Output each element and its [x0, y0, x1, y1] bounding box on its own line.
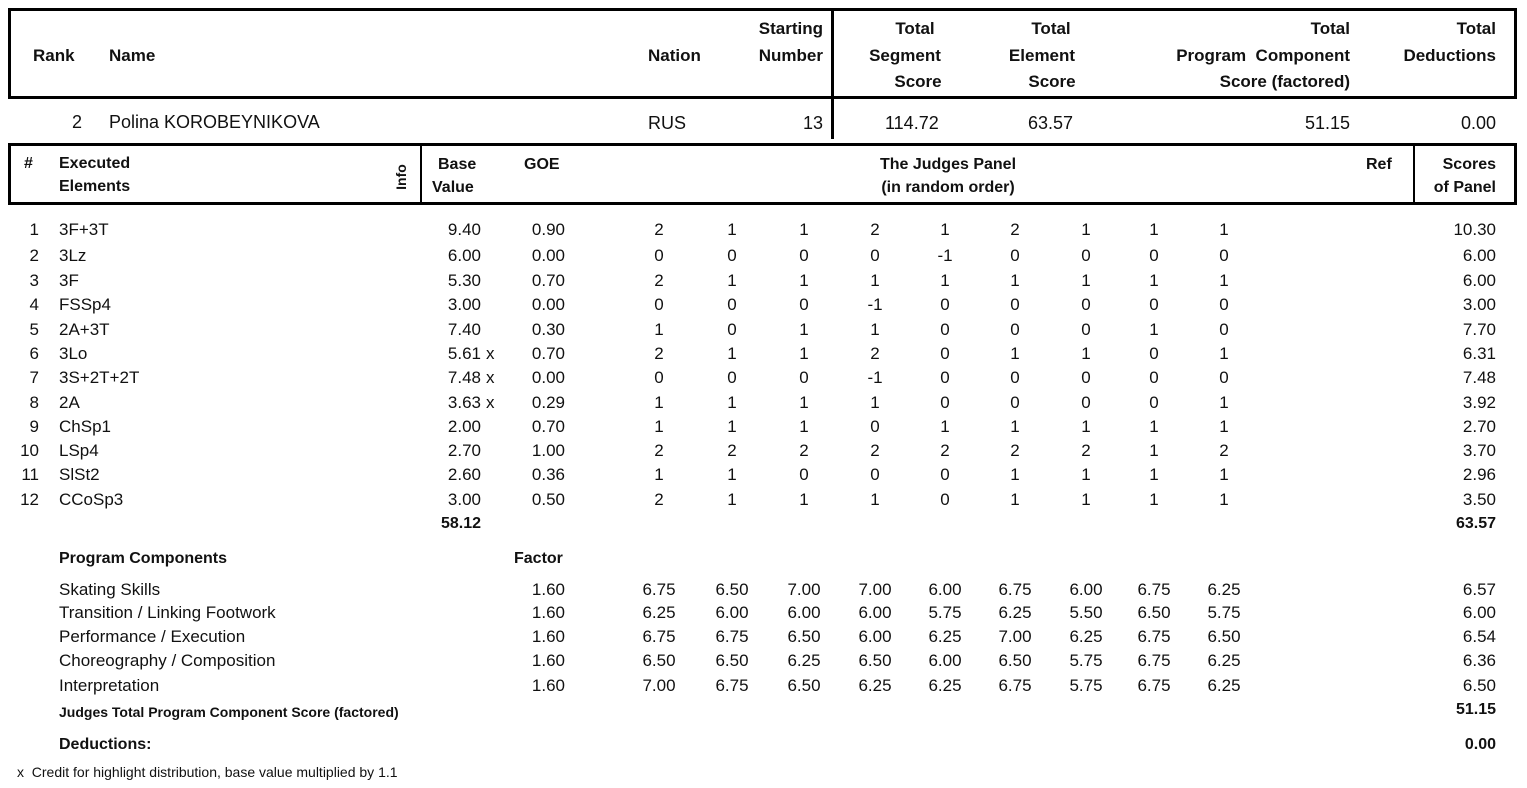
component-judge-score: 6.25 [858, 676, 892, 695]
component-judge-score: 6.75 [1137, 676, 1171, 695]
element-base: 5.30 [447, 271, 481, 290]
element-judge-score: 0 [940, 393, 950, 412]
element-judge-score: 1 [940, 417, 950, 436]
component-panel-score: 6.36 [1462, 651, 1496, 670]
pcs-total-label: Judges Total Program Component Score (factored) [59, 704, 399, 720]
component-judge-score: 6.50 [1207, 627, 1241, 646]
scores-label-1: Scores [1442, 156, 1496, 173]
element-goe: 0.90 [531, 220, 565, 239]
info-label: Info [392, 164, 409, 190]
element-goe: 0.00 [531, 246, 565, 265]
component-judge-score: 6.25 [1207, 651, 1241, 670]
component-judge-score: 6.75 [642, 580, 676, 599]
element-judge-score: 2 [870, 441, 880, 460]
element-judge-score: 1 [1219, 344, 1229, 363]
element-judge-score: 1 [727, 220, 737, 239]
element-judge-score: 0 [727, 320, 737, 339]
element-judge-score: 0 [940, 295, 950, 314]
element-judge-score: 0 [940, 368, 950, 387]
tes-label-2: Element [1008, 46, 1076, 65]
element-judge-score: 1 [1010, 344, 1020, 363]
element-judge-score: 1 [654, 393, 664, 412]
element-judge-score: 1 [1149, 220, 1159, 239]
component-judge-score: 5.75 [928, 603, 962, 622]
element-name: LSp4 [59, 441, 99, 460]
element-judge-score: 1 [727, 271, 737, 290]
element-judge-score: 1 [727, 393, 737, 412]
element-base: 3.63 [447, 393, 481, 412]
component-judge-score: 6.50 [715, 651, 749, 670]
pcs-label-1: Total [1310, 19, 1350, 38]
component-judge-score: 6.25 [642, 603, 676, 622]
element-judge-score: 0 [1010, 393, 1020, 412]
element-judge-score: 0 [1149, 246, 1159, 265]
element-name: 3Lz [59, 246, 87, 265]
element-name: 3Lo [59, 344, 88, 363]
element-judge-score: 1 [654, 465, 664, 484]
element-judge-score: 0 [1149, 344, 1159, 363]
element-judge-score: 1 [1149, 417, 1159, 436]
component-name: Transition / Linking Footwork [59, 603, 276, 622]
element-judge-score: 1 [727, 344, 737, 363]
element-judge-score: 0 [1010, 320, 1020, 339]
ded-label-2: Deductions [1403, 46, 1496, 65]
element-judge-score: 1 [799, 490, 809, 509]
component-judge-score: 6.25 [787, 651, 821, 670]
element-judge-score: 2 [654, 344, 664, 363]
element-judge-score: 1 [727, 417, 737, 436]
component-judge-score: 5.75 [1069, 676, 1103, 695]
scores-label-2: of Panel [1433, 179, 1496, 196]
element-goe: 0.30 [531, 320, 565, 339]
component-panel-score: 6.57 [1462, 580, 1496, 599]
element-num: 8 [29, 393, 39, 412]
pcs-label-3: Score (factored) [1219, 72, 1350, 91]
element-base: 3.00 [447, 295, 481, 314]
element-judge-score: 1 [1149, 271, 1159, 290]
element-judge-score: 1 [940, 220, 950, 239]
element-judge-score: 1 [1219, 417, 1229, 436]
element-judge-score: 2 [1081, 441, 1091, 460]
element-panel-score: 7.70 [1462, 320, 1496, 339]
element-judge-score: 1 [1010, 417, 1020, 436]
element-goe: 1.00 [531, 441, 565, 460]
element-judge-score: 0 [1149, 368, 1159, 387]
element-panel-score: 10.30 [1453, 220, 1496, 239]
element-judge-score: 1 [727, 465, 737, 484]
skater-starting-number: 13 [802, 113, 823, 133]
component-name: Choreography / Composition [59, 651, 276, 670]
component-judge-score: 6.25 [1069, 627, 1103, 646]
element-x-mark: x [486, 393, 495, 412]
element-judge-score: 1 [940, 271, 950, 290]
element-judge-score: 0 [1219, 246, 1229, 265]
elements-header-bottom [8, 202, 1517, 205]
element-judge-score: 2 [727, 441, 737, 460]
component-judge-score: 7.00 [858, 580, 892, 599]
element-judge-score: 0 [1010, 368, 1020, 387]
element-judge-score: 1 [654, 320, 664, 339]
element-judge-score: 1 [1219, 465, 1229, 484]
element-judge-score: 1 [799, 271, 809, 290]
element-judge-score: 0 [940, 320, 950, 339]
element-judge-score: 0 [870, 417, 880, 436]
component-judge-score: 6.00 [787, 603, 821, 622]
element-judge-score: 1 [1219, 271, 1229, 290]
element-num: 5 [29, 320, 39, 339]
element-name: 3S+2T+2T [59, 368, 140, 387]
component-judge-score: 6.50 [642, 651, 676, 670]
component-factor: 1.60 [531, 676, 565, 695]
executed-label-1: Executed [59, 155, 131, 172]
element-judge-score: 0 [1010, 295, 1020, 314]
element-goe: 0.29 [531, 393, 565, 412]
element-panel-score: 2.96 [1462, 465, 1496, 484]
element-name: CCoSp3 [59, 490, 124, 509]
component-judge-score: 5.50 [1069, 603, 1103, 622]
element-judge-score: 1 [1081, 417, 1091, 436]
header-bottom-border [8, 96, 1517, 99]
elements-header-right [1514, 143, 1517, 205]
element-name: ChSp1 [59, 417, 111, 436]
element-base: 5.61 [447, 344, 481, 363]
element-base: 2.60 [447, 465, 481, 484]
skater-tss: 114.72 [885, 113, 939, 133]
component-judge-score: 7.00 [642, 676, 676, 695]
element-base: 2.00 [447, 417, 481, 436]
element-judge-score: 0 [870, 246, 880, 265]
component-name: Performance / Execution [59, 627, 246, 646]
element-judge-score: 0 [654, 368, 664, 387]
component-judge-score: 6.75 [1137, 580, 1171, 599]
element-num: 10 [20, 441, 39, 460]
header-left-border [8, 8, 11, 99]
element-judge-score: 1 [870, 320, 880, 339]
element-judge-score: 2 [870, 344, 880, 363]
element-x-mark: x [486, 368, 495, 387]
element-judge-score: 2 [940, 441, 950, 460]
starting-label-1: Starting [758, 19, 823, 38]
elements-header-top [8, 143, 1517, 146]
component-factor: 1.60 [531, 603, 565, 622]
element-judge-score: 0 [727, 295, 737, 314]
component-judge-score: 6.00 [1069, 580, 1103, 599]
component-judge-score: 6.50 [715, 580, 749, 599]
element-judge-score: 1 [870, 271, 880, 290]
element-panel-score: 2.70 [1462, 417, 1496, 436]
element-judge-score: 2 [654, 441, 664, 460]
executed-label-2: Elements [59, 178, 131, 195]
component-judge-score: 6.75 [1137, 651, 1171, 670]
element-judge-score: 0 [940, 465, 950, 484]
judges-panel-label-1: The Judges Panel [879, 156, 1017, 173]
element-judge-score: 2 [654, 271, 664, 290]
skater-pcs: 51.15 [1304, 113, 1350, 133]
element-goe: 0.36 [531, 465, 565, 484]
component-judge-score: 6.75 [998, 676, 1032, 695]
element-judge-score: 0 [1081, 368, 1091, 387]
ded-label-1: Total [1456, 19, 1496, 38]
element-judge-score: 1 [870, 490, 880, 509]
factor-label: Factor [514, 550, 563, 567]
element-num: 7 [29, 368, 39, 387]
element-judge-score: 1 [799, 344, 809, 363]
skater-rank: 2 [71, 112, 82, 132]
element-judge-score: 2 [1010, 220, 1020, 239]
scores-divider [1413, 143, 1415, 205]
element-num: 2 [29, 246, 39, 265]
element-goe: 0.00 [531, 368, 565, 387]
elements-total: 63.57 [1455, 515, 1496, 532]
element-judge-score: 1 [1010, 271, 1020, 290]
elements-num-label: # [24, 155, 33, 172]
element-name: 2A+3T [59, 320, 110, 339]
component-judge-score: 7.00 [998, 627, 1032, 646]
element-judge-score: 0 [799, 465, 809, 484]
component-judge-score: 6.00 [858, 603, 892, 622]
component-judge-score: 6.00 [928, 651, 962, 670]
base-label-2: Value [432, 179, 474, 196]
element-judge-score: 1 [799, 393, 809, 412]
element-judge-score: 1 [1081, 220, 1091, 239]
component-judge-score: 6.50 [787, 627, 821, 646]
element-num: 4 [29, 295, 39, 314]
element-base: 6.00 [447, 246, 481, 265]
element-base: 3.00 [447, 490, 481, 509]
judges-panel-label-2: (in random order) [881, 179, 1015, 196]
component-judge-score: 6.25 [998, 603, 1032, 622]
element-judge-score: 2 [1010, 441, 1020, 460]
element-judge-score: 0 [799, 295, 809, 314]
element-judge-score: 2 [654, 220, 664, 239]
element-judge-score: 0 [1081, 320, 1091, 339]
starting-label-2: Number [758, 46, 823, 65]
component-judge-score: 6.75 [715, 627, 749, 646]
ref-label: Ref [1366, 156, 1392, 173]
component-judge-score: 6.75 [715, 676, 749, 695]
component-judge-score: 6.25 [928, 627, 962, 646]
element-judge-score: 2 [870, 220, 880, 239]
element-goe: 0.70 [531, 344, 565, 363]
component-panel-score: 6.50 [1462, 676, 1496, 695]
component-judge-score: 6.50 [787, 676, 821, 695]
element-judge-score: 0 [940, 344, 950, 363]
element-judge-score: 1 [799, 220, 809, 239]
component-judge-score: 6.75 [998, 580, 1032, 599]
skater-tes: 63.57 [1028, 113, 1074, 133]
element-judge-score: 1 [654, 417, 664, 436]
element-name: 3F [59, 271, 79, 290]
elements-header-left [8, 143, 11, 205]
component-judge-score: 5.75 [1069, 651, 1103, 670]
element-panel-score: 7.48 [1462, 368, 1496, 387]
skater-nation: RUS [648, 113, 687, 133]
deductions-value: 0.00 [1464, 736, 1496, 753]
base-total: 58.12 [440, 515, 481, 532]
component-judge-score: 6.50 [998, 651, 1032, 670]
element-panel-score: 6.31 [1462, 344, 1496, 363]
element-judge-score: 0 [940, 490, 950, 509]
goe-label: GOE [524, 156, 560, 173]
element-judge-score: 1 [1010, 465, 1020, 484]
element-judge-score: 0 [654, 246, 664, 265]
component-factor: 1.60 [531, 580, 565, 599]
tss-label-1: Total [895, 19, 935, 38]
element-judge-score: 0 [727, 368, 737, 387]
element-judge-score: -1 [867, 368, 883, 387]
element-goe: 0.70 [531, 271, 565, 290]
component-factor: 1.60 [531, 651, 565, 670]
components-title: Program Components [59, 550, 228, 567]
element-judge-score: 1 [1081, 465, 1091, 484]
component-judge-score: 6.00 [715, 603, 749, 622]
component-judge-score: 7.00 [787, 580, 821, 599]
element-goe: 0.70 [531, 417, 565, 436]
element-judge-score: 1 [1010, 490, 1020, 509]
element-judge-score: 2 [799, 441, 809, 460]
element-panel-score: 3.70 [1462, 441, 1496, 460]
name-label: Name [109, 46, 156, 65]
component-judge-score: 6.25 [928, 676, 962, 695]
nation-label: Nation [648, 46, 701, 65]
component-panel-score: 6.54 [1462, 627, 1496, 646]
element-judge-score: 1 [1149, 490, 1159, 509]
element-judge-score: 2 [654, 490, 664, 509]
element-base: 2.70 [447, 441, 481, 460]
element-num: 9 [29, 417, 39, 436]
element-base: 7.48 [447, 368, 481, 387]
element-name: 2A [59, 393, 80, 412]
element-num: 3 [29, 271, 39, 290]
element-judge-score: 0 [1081, 246, 1091, 265]
element-judge-score: 0 [1219, 368, 1229, 387]
element-name: SlSt2 [59, 465, 100, 484]
component-judge-score: 5.75 [1207, 603, 1241, 622]
component-judge-score: 6.50 [1137, 603, 1171, 622]
tes-label-3: Score [1028, 72, 1076, 91]
skater-name: Polina KOROBEYNIKOVA [109, 112, 320, 132]
element-judge-score: 1 [1081, 490, 1091, 509]
element-judge-score: 1 [1149, 441, 1159, 460]
element-x-mark: x [486, 344, 495, 363]
pcs-total-value: 51.15 [1455, 701, 1496, 718]
element-panel-score: 6.00 [1462, 246, 1496, 265]
header-divider [831, 8, 834, 139]
element-judge-score: 0 [1219, 320, 1229, 339]
element-num: 1 [29, 220, 39, 239]
component-panel-score: 6.00 [1462, 603, 1496, 622]
element-base: 7.40 [447, 320, 481, 339]
tes-label-1: Total [1031, 19, 1071, 38]
element-judge-score: 0 [799, 368, 809, 387]
top-border [8, 8, 1517, 11]
element-judge-score: 1 [1149, 320, 1159, 339]
element-judge-score: 1 [1149, 465, 1159, 484]
element-name: FSSp4 [59, 295, 111, 314]
element-judge-score: -1 [867, 295, 883, 314]
element-judge-score: 2 [1219, 441, 1229, 460]
element-num: 12 [20, 490, 39, 509]
element-judge-score: 1 [1219, 220, 1229, 239]
element-judge-score: 1 [1219, 393, 1229, 412]
element-judge-score: 0 [1219, 295, 1229, 314]
element-num: 6 [29, 344, 39, 363]
element-judge-score: 0 [1010, 246, 1020, 265]
element-judge-score: 1 [1081, 271, 1091, 290]
component-judge-score: 6.25 [1207, 580, 1241, 599]
element-judge-score: 1 [1219, 490, 1229, 509]
component-name: Skating Skills [59, 580, 161, 599]
element-panel-score: 3.00 [1462, 295, 1496, 314]
element-judge-score: 1 [799, 320, 809, 339]
component-judge-score: 6.75 [1137, 627, 1171, 646]
skater-deductions: 0.00 [1460, 113, 1496, 133]
element-judge-score: 0 [654, 295, 664, 314]
element-name: 3F+3T [59, 220, 109, 239]
element-panel-score: 3.92 [1462, 393, 1496, 412]
element-num: 11 [21, 465, 39, 484]
tss-label-2: Segment [869, 46, 941, 65]
element-judge-score: 0 [870, 465, 880, 484]
element-goe: 0.00 [531, 295, 565, 314]
element-judge-score: 0 [727, 246, 737, 265]
element-judge-score: 0 [1149, 393, 1159, 412]
element-judge-score: 0 [799, 246, 809, 265]
component-factor: 1.60 [531, 627, 565, 646]
element-goe: 0.50 [531, 490, 565, 509]
base-label-1: Base [438, 156, 477, 173]
pcs-label-2: Program Component [1176, 46, 1350, 65]
footnote: x Credit for highlight distribution, base value multiplied by 1.1 [17, 764, 398, 780]
element-judge-score: 1 [799, 417, 809, 436]
info-divider [420, 143, 422, 205]
component-judge-score: 6.00 [858, 627, 892, 646]
component-judge-score: 6.25 [1207, 676, 1241, 695]
element-judge-score: 0 [1081, 295, 1091, 314]
element-judge-score: -1 [937, 246, 953, 265]
deductions-label: Deductions: [59, 736, 152, 753]
component-name: Interpretation [59, 676, 160, 695]
rank-label: Rank [33, 46, 75, 65]
component-judge-score: 6.50 [858, 651, 892, 670]
header-right-border [1514, 8, 1517, 99]
element-judge-score: 0 [1149, 295, 1159, 314]
element-base: 9.40 [447, 220, 481, 239]
element-judge-score: 0 [1081, 393, 1091, 412]
element-judge-score: 1 [870, 393, 880, 412]
element-panel-score: 3.50 [1462, 490, 1496, 509]
element-judge-score: 1 [727, 490, 737, 509]
element-panel-score: 6.00 [1462, 271, 1496, 290]
component-judge-score: 6.75 [642, 627, 676, 646]
element-judge-score: 1 [1081, 344, 1091, 363]
component-judge-score: 6.00 [928, 580, 962, 599]
tss-label-3: Score [894, 72, 942, 91]
